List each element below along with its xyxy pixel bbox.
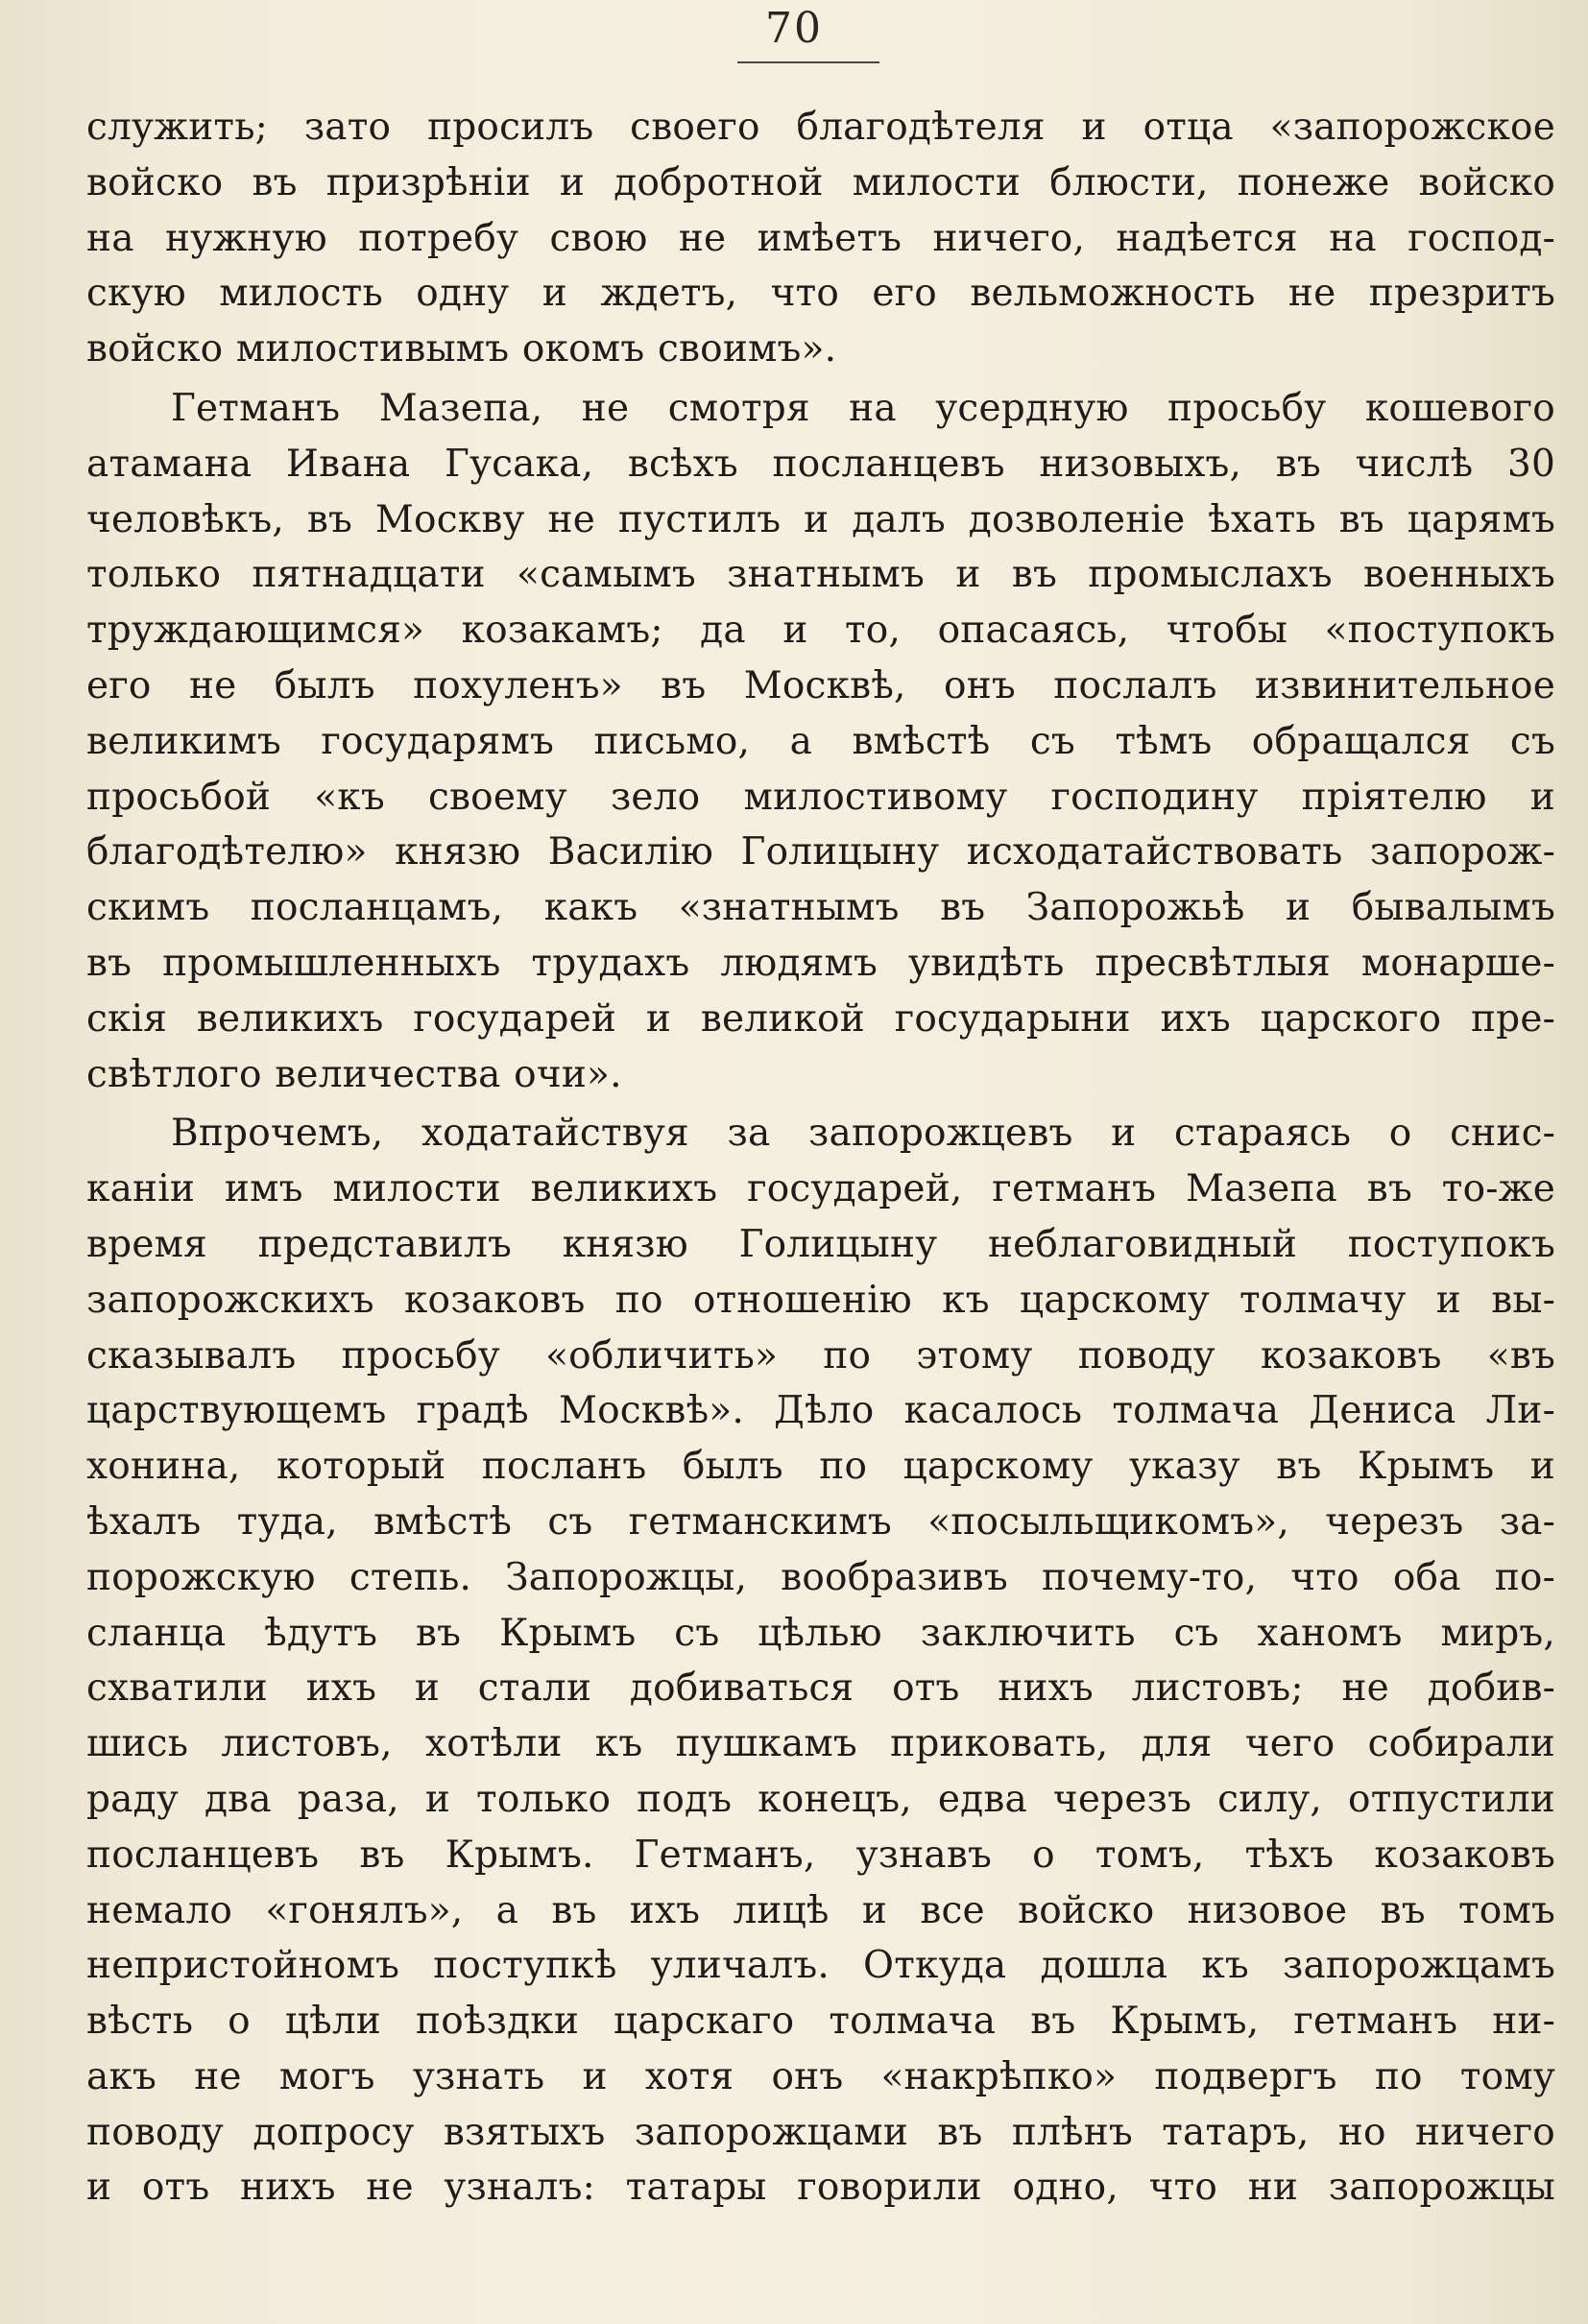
text-line: вѣсть о цѣли поѣздки царскаго толмача въ Крымъ, гетманъ ни- [86, 2000, 1555, 2044]
text-line: просьбой «къ своему зело милостивому господину пріятелю и [86, 775, 1555, 819]
text-line: скимъ посланцамъ, какъ «знатнымъ въ Запорожьѣ и бывалымъ [86, 886, 1555, 930]
text-line: непристойномъ поступкѣ уличалъ. Откуда дошла къ запорожцамъ [86, 1944, 1555, 1988]
text-line: сказывалъ просьбу «обличить» по этому поводу козаковъ «въ [86, 1333, 1555, 1378]
paragraph-1 [86, 100, 1555, 377]
text-line: порожскую степь. Запорожцы, вообразивъ почему-то, что оба по- [86, 1555, 1555, 1599]
text-line: служить; зато просилъ своего благодѣтеля и отца «запорожское [86, 106, 1555, 149]
text-line: его не былъ похуленъ» въ Москвѣ, онъ послалъ извинительное [86, 663, 1555, 707]
text-line: въ промышленныхъ трудахъ людямъ увидѣть пресвѣтлыя монарше- [86, 941, 1555, 985]
text-line: Гетманъ Мазепа, не смотря на усердную просьбу кошевого [171, 386, 1555, 430]
paragraph-2 [86, 381, 1555, 1102]
text-line: войско милостивымъ окомъ своимъ». [86, 327, 837, 371]
text-line: шись листовъ, хотѣли къ пушкамъ приковать, для чего собирали [86, 1722, 1555, 1766]
header-rule [737, 61, 879, 63]
text-line: хонина, который посланъ былъ по царскому указу въ Крымъ и [86, 1445, 1555, 1489]
text-line: Впрочемъ, ходатайствуя за запорожцевъ и стараясь о сниc- [171, 1112, 1555, 1156]
text-line: время представилъ князю Голицыну неблаговидный поступокъ [86, 1222, 1555, 1266]
text-line: человѣкъ, въ Москву не пустилъ и далъ дозволеніе ѣхать въ царямъ [86, 497, 1555, 541]
text-line: сланца ѣдутъ въ Крымъ съ цѣлью заключить съ ханомъ миръ, [86, 1611, 1555, 1655]
text-line: немало «гонялъ», а въ ихъ лицѣ и все войско низовое въ томъ [86, 1888, 1555, 1932]
text-line: запорожскихъ козаковъ по отношенію къ царскому толмачу и вы- [86, 1278, 1555, 1322]
text-line: труждающимся» козакамъ; да и то, опасаясь, чтобы «поступокъ [86, 609, 1555, 653]
text-line: благодѣтелю» князю Василію Голицыну исходатайствовать запорож- [86, 830, 1555, 874]
text-line: каніи имъ милости великихъ государей, гетманъ Мазепа въ то-же [86, 1167, 1555, 1211]
text-line: акъ не могъ узнать и хотя онъ «накрѣпко» подвергъ по тому [86, 2054, 1555, 2098]
text-line: раду два раза, и только подъ конецъ, едва черезъ силу, отпустили [86, 1777, 1555, 1821]
text-line: скія великихъ государей и великой государыни ихъ царского пре- [86, 996, 1555, 1041]
body-text [86, 100, 1555, 2216]
text-line: царствующемъ градѣ Москвѣ». Дѣло касалось толмача Дениса Ли- [86, 1389, 1555, 1433]
text-line: и отъ нихъ не узналъ: татары говорили одно, что ни запорожцы [86, 2166, 1555, 2210]
text-line: свѣтлого величества очи». [86, 1052, 622, 1096]
text-line: только пятнадцати «самымъ знатнымъ и въ промыслахъ военныхъ [86, 553, 1555, 597]
text-line: поводу допросу взятыхъ запорожцами въ плѣнъ татаръ, но ничего [86, 2110, 1555, 2154]
page-number: 70 [765, 4, 823, 53]
paragraph-3 [86, 1106, 1555, 2216]
text-line: войско въ призрѣніи и добротной милости блюсти, понеже войско [86, 160, 1555, 204]
text-line: схватили ихъ и стали добиваться отъ нихъ листовъ; не добив- [86, 1666, 1555, 1711]
text-line: на нужную потребу свою не имѣетъ ничего, надѣется на господ- [86, 216, 1555, 260]
text-line: атамана Ивана Гусака, всѣхъ посланцевъ низовыхъ, въ числѣ 30 [86, 442, 1555, 486]
text-line: скую милость одну и ждетъ, что его вельможность не презритъ [86, 272, 1555, 316]
text-line: ѣхалъ туда, вмѣстѣ съ гетманскимъ «посыльщикомъ», черезъ за- [86, 1499, 1555, 1544]
text-line: посланцевъ въ Крымъ. Гетманъ, узнавъ о томъ, тѣхъ козаковъ [86, 1833, 1555, 1877]
text-line: великимъ государямъ письмо, а вмѣстѣ съ тѣмъ обращался съ [86, 719, 1555, 763]
